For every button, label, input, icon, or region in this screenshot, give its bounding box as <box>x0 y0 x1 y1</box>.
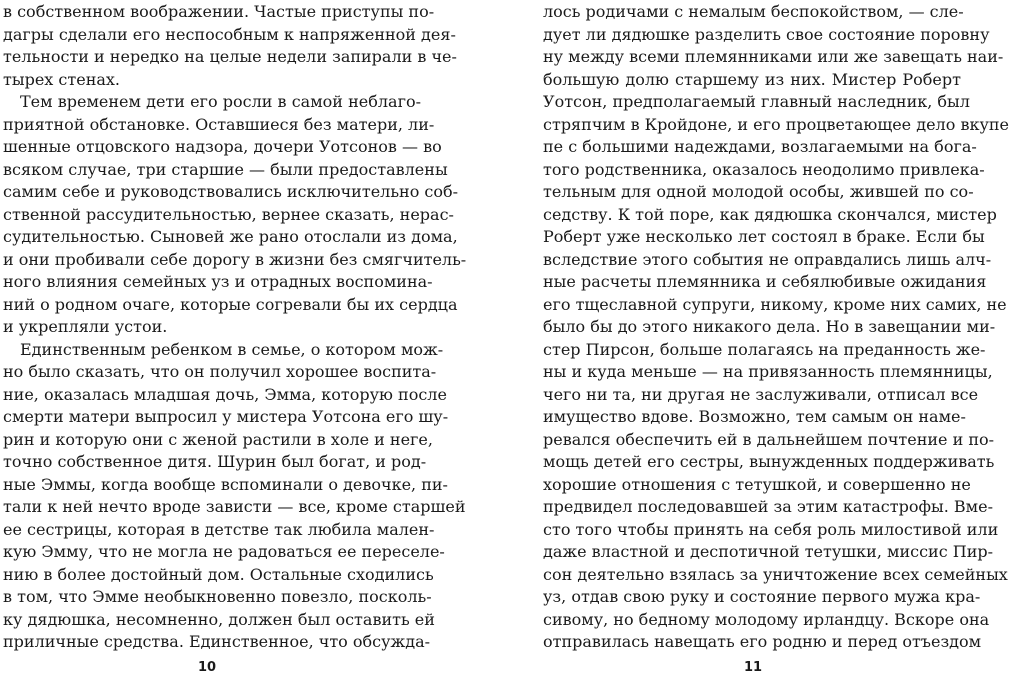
left-page-number: 10 <box>197 660 217 675</box>
left-page <box>3 0 467 678</box>
text-line: нию в более достойный дом. Остальные сходились <box>3 564 434 584</box>
text-line: хорошие отношения с тетушкой, и совершенно не <box>543 474 971 494</box>
text-line: кую Эмму, что не могла не радоваться ее переселе- <box>3 542 445 561</box>
text-line: лось родичами с немалым беспокойством, — сле- <box>543 2 964 21</box>
text-line: мощь детей его сестры, вынужденных поддерживать <box>543 452 995 471</box>
text-line: ны и куда меньше — на привязанность племянницы, <box>543 362 993 381</box>
text-line: пе с большими надеждами, возлагаемыми на бога- <box>543 137 977 156</box>
text-line: самим себе и руководствовались исключительно соб- <box>3 182 459 201</box>
right-page-number: 11 <box>743 660 763 675</box>
text-line: судительностью. Сыновей же рано отослали из дома, <box>3 227 458 246</box>
text-line: рин и которую они с женой растили в холе и неге, <box>3 429 433 449</box>
text-line: сивому, но бедному молодому ирландцу. Вскоре она <box>543 609 990 629</box>
text-line: смерти матери выпросил у мистера Уотсона его шу- <box>3 407 449 426</box>
text-line: ку дядюшка, несомненно, должен был оставить ей <box>3 609 435 629</box>
text-line: дует ли дядюшке разделить свое состояние поровну <box>543 24 990 44</box>
text-line: и укрепляли устои. <box>3 317 168 336</box>
text-line: ревался обеспечить ей в дальнейшем почтение и по- <box>543 429 995 449</box>
text-line: в том, что Эмме необыкновенно повезло, посколь- <box>3 587 432 606</box>
text-line: стер Пирсон, больше полагаясь на преданность же- <box>543 339 986 359</box>
text-line: большую долю старшему из них. Мистер Роберт <box>543 69 961 89</box>
text-line: тельности и нередко на целые недели запирали в че- <box>3 47 457 66</box>
text-line: отправилась навещать его родню и перед отъездом <box>543 632 982 651</box>
text-line: имущество вдове. Возможно, тем самым он наме- <box>543 407 966 426</box>
text-line: седству. К той поре, как дядюшка скончался, мистер <box>543 204 997 224</box>
text-line: Тем временем дети его росли в самой неблаго- <box>20 92 421 111</box>
text-line: Уотсон, предполагаемый главный наследник, был <box>543 92 970 111</box>
text-line: Единственным ребенком в семье, о котором мож- <box>20 339 444 359</box>
text-line: но было сказать, что он получил хорошее воспита- <box>3 362 437 381</box>
text-line: тырех стенах. <box>3 69 120 89</box>
text-line: Роберт уже несколько лет состоял в браке. Если бы <box>543 227 985 246</box>
text-line: стряпчим в Кройдоне, и его процветающее дело вкупе <box>543 114 1009 134</box>
text-line: предвидел последовавшей за этим катастрофы. Вме- <box>543 497 993 516</box>
text-line: ного влияния семейных уз и отрадных воспомина- <box>3 272 433 291</box>
text-line: дагры сделали его неспособным к напряженной дея- <box>3 24 456 44</box>
text-line: ние, оказалась младшая дочь, Эмма, которую после <box>3 384 447 404</box>
text-line: ственной рассудительностью, вернее сказать, нерас- <box>3 204 454 224</box>
text-line: шенные отцовского надзора, дочери Уотсонов — во <box>3 137 442 156</box>
text-line: сон деятельно взялась за уничтожение всех семейных <box>543 564 1008 584</box>
text-line: в собственном воображении. Частые приступы по- <box>3 2 435 21</box>
text-line: ее сестрицы, которая в детстве так любила мален- <box>3 519 435 539</box>
text-line: было бы до этого никакого дела. Но в завещании ми- <box>543 317 996 336</box>
text-line: его тщеславной супруги, никому, кроме них самих, не <box>543 294 1007 314</box>
text-line: ний о родном очаге, которые согревали бы их сердца <box>3 294 458 314</box>
text-line: того родственника, оказалось неодолимо привлека- <box>543 159 985 179</box>
text-line: и они пробивали себе дорогу в жизни без смягчитель- <box>3 249 467 269</box>
right-page <box>543 0 1009 678</box>
text-line: ные расчеты племянника и себялюбивые ожидания <box>543 272 987 291</box>
text-line: даже властной и деспотичной тетушки, миссис Пир- <box>543 542 994 561</box>
text-line: тельным для одной молодой особы, жившей по со- <box>543 182 974 201</box>
text-line: вследствие этого события не оправдались лишь алч- <box>543 249 992 269</box>
text-line: чего ни та, ни другая не заслуживали, отписал все <box>543 384 979 404</box>
text-line: сто того чтобы принять на себя роль милостивой или <box>543 519 999 539</box>
text-line: приличные средства. Единственное, что обсужда- <box>3 632 431 651</box>
text-line: ные Эммы, когда вообще вспоминали о девочке, пи- <box>3 474 448 494</box>
text-line: точно собственное дитя. Шурин был богат, и род- <box>3 452 427 471</box>
text-line: тали к ней нечто вроде зависти — все, кроме старшей <box>3 497 466 516</box>
text-line: всяком случае, три старшие — были предоставлены <box>3 159 448 179</box>
text-line: ну между всеми племянниками или же завещать наи- <box>543 47 1004 66</box>
text-line: приятной обстановке. Оставшиеся без матери, ли- <box>3 114 435 134</box>
text-line: уз, отдав свою руку и состояние первого мужа кра- <box>543 587 981 606</box>
